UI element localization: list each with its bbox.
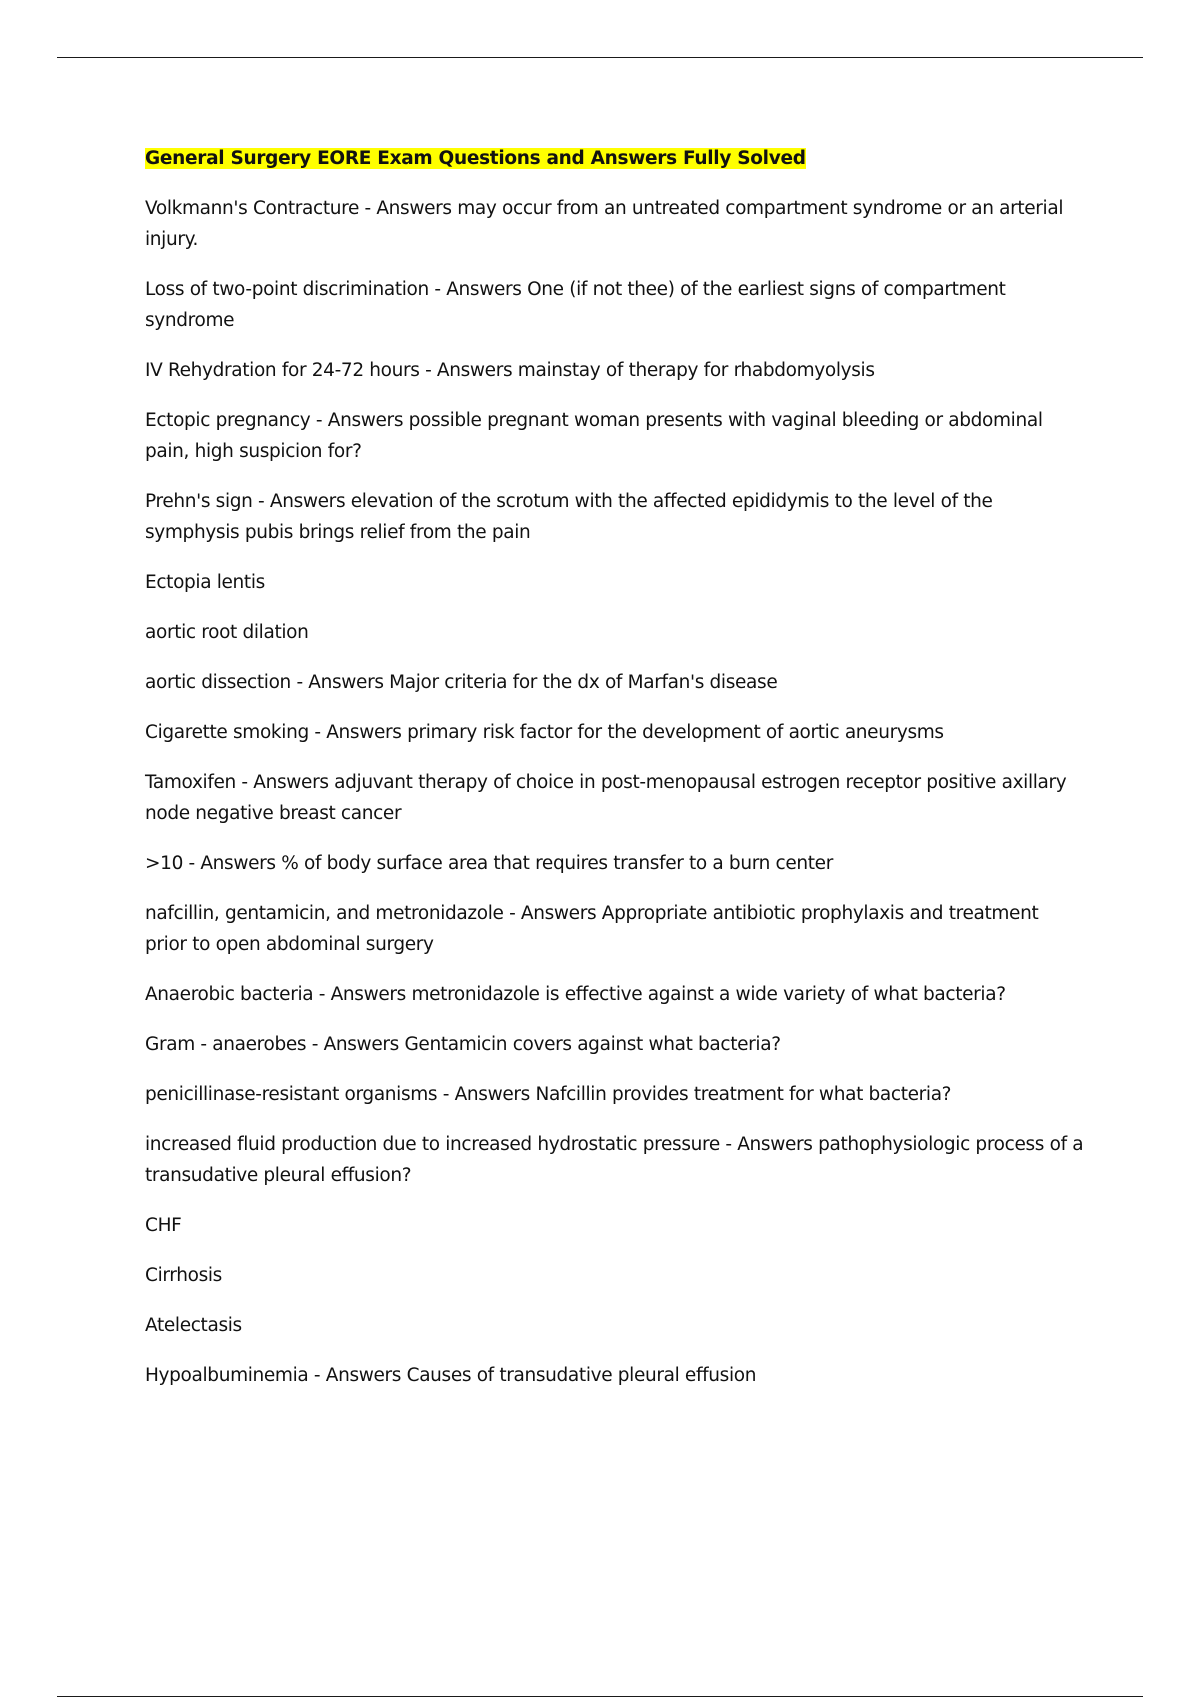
qa-item-penicillinase: penicillinase-resistant organisms - Answers Nafcillin provides treatment for what bacteria? — [145, 1084, 952, 1105]
qa-item-hypoalbuminemia: Hypoalbuminemia - Answers Causes of transudative pleural effusion — [145, 1365, 757, 1386]
qa-item-aortic-dissection: aortic dissection - Answers Major criteria for the dx of Marfan's disease — [145, 672, 778, 693]
qa-item-anaerobic: Anaerobic bacteria - Answers metronidazole is effective against a wide variety of what bacteria? — [145, 984, 1006, 1005]
qa-item-iv-rehydration: IV Rehydration for 24-72 hours - Answers mainstay of therapy for rhabdomyolysis — [145, 360, 875, 381]
qa-item-chf: CHF — [145, 1215, 182, 1236]
qa-item-ectopia-lentis: Ectopia lentis — [145, 572, 265, 593]
document-title: General Surgery EORE Exam Questions and Answers Fully Solved — [145, 148, 806, 169]
qa-item-transudative-process: increased fluid production due to increased hydrostatic pressure - Answers pathophysiologic process of a transudative pleural effusion? — [145, 1134, 1084, 1186]
qa-item-ectopic-pregnancy: Ectopic pregnancy - Answers possible pregnant woman presents with vaginal bleeding or abdominal pain, high suspicion for? — [145, 410, 1043, 462]
footer-rule — [57, 1696, 1143, 1697]
qa-item-gram-anaerobes: Gram - anaerobes - Answers Gentamicin covers against what bacteria? — [145, 1034, 781, 1055]
document-body — [145, 146, 1085, 1410]
qa-item-cirrhosis: Cirrhosis — [145, 1265, 222, 1286]
title-block — [145, 146, 1085, 172]
header-rule — [57, 57, 1143, 58]
qa-item-cigarette: Cigarette smoking - Answers primary risk factor for the development of aortic aneurysms — [145, 722, 944, 743]
qa-item-prehns-sign: Prehn's sign - Answers elevation of the scrotum with the affected epididymis to the level of the symphysis pubis brings relief from the pain — [145, 491, 993, 543]
qa-item-two-point: Loss of two-point discrimination - Answers One (if not thee) of the earliest signs of compartment syndrome — [145, 279, 1006, 331]
qa-item-antibiotic-prophylaxis: nafcillin, gentamicin, and metronidazole - Answers Appropriate antibiotic prophylaxis and treatment prior to open abdominal surgery — [145, 903, 1039, 955]
qa-item-aortic-root: aortic root dilation — [145, 622, 309, 643]
qa-item-volkmann: Volkmann's Contracture - Answers may occur from an untreated compartment syndrome or an arterial injury. — [145, 198, 1064, 250]
qa-item-burn-center: >10 - Answers % of body surface area that requires transfer to a burn center — [145, 853, 833, 874]
qa-item-tamoxifen: Tamoxifen - Answers adjuvant therapy of choice in post-menopausal estrogen receptor positive axillary node negative breast cancer — [145, 772, 1067, 824]
qa-item-atelectasis: Atelectasis — [145, 1315, 242, 1336]
